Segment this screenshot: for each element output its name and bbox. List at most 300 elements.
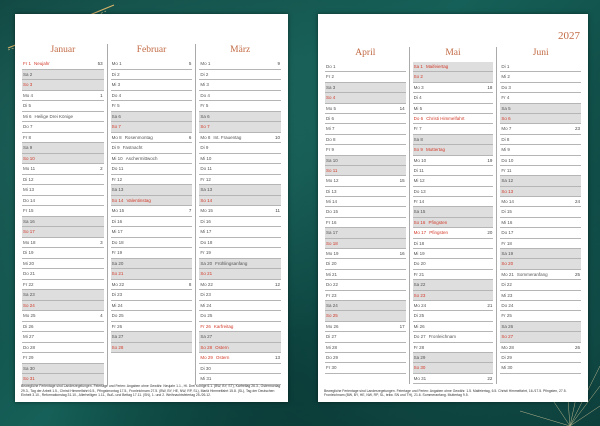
day-label: Sa 19	[501, 251, 514, 257]
day-row	[413, 156, 494, 166]
week-number: 20	[487, 230, 493, 236]
day-label: Mo 1	[111, 61, 122, 66]
day-label: Mi 30	[501, 365, 513, 371]
day-label: Mo 15	[111, 208, 125, 213]
day-note: Valentinstag	[126, 197, 151, 203]
day-row	[500, 228, 581, 238]
day-label: Mo 15	[200, 208, 213, 213]
day-row	[413, 239, 494, 249]
day-label: Do 17	[501, 230, 514, 236]
day-label: Fr 2	[326, 74, 335, 80]
day-label: Fr 4	[501, 95, 510, 101]
week-number: 14	[399, 105, 405, 111]
day-row	[413, 166, 494, 176]
day-label: Sa 15	[413, 209, 426, 215]
day-row	[325, 83, 406, 93]
day-row	[325, 166, 406, 176]
day-row	[199, 185, 281, 196]
day-row	[413, 280, 494, 290]
day-row	[22, 269, 104, 280]
day-label: Sa 6	[111, 113, 121, 119]
day-label: Di 26	[23, 323, 34, 329]
day-label: Di 9	[200, 145, 209, 150]
day-row	[22, 196, 104, 207]
day-row	[325, 93, 406, 103]
day-label: So 14	[111, 197, 124, 203]
day-label: Di 18	[413, 240, 425, 246]
day-row	[199, 259, 281, 270]
day-row	[199, 175, 281, 186]
day-label: Mi 3	[111, 82, 121, 87]
day-row	[500, 218, 581, 228]
day-label: Fr 22	[23, 281, 34, 287]
day-label: Mo 29	[200, 355, 213, 360]
day-row	[500, 114, 581, 124]
day-row	[111, 112, 193, 123]
day-row	[325, 259, 406, 269]
week-number: 22	[487, 375, 493, 381]
day-label: Mi 24	[111, 302, 123, 308]
year-label: 2027	[558, 30, 580, 42]
day-label: So 3	[23, 82, 33, 87]
day-label: Di 27	[326, 334, 337, 340]
day-row	[22, 227, 104, 238]
day-note: Fronleichnam	[428, 334, 456, 340]
day-label: Sa 20	[111, 260, 124, 266]
day-label: Do 7	[23, 124, 33, 129]
day-row	[22, 343, 104, 354]
day-label: Di 13	[326, 188, 337, 194]
day-note: Int. Frauentag	[213, 134, 242, 140]
day-row	[413, 104, 494, 114]
day-row	[111, 301, 193, 312]
day-row	[500, 249, 581, 259]
day-row	[22, 332, 104, 343]
day-label: So 25	[326, 313, 338, 319]
day-row	[500, 353, 581, 363]
day-row	[111, 196, 193, 207]
day-label: Fr 9	[326, 147, 335, 153]
day-row	[500, 291, 581, 301]
day-row	[500, 83, 581, 93]
day-label: Di 1	[501, 64, 510, 69]
day-row	[413, 228, 494, 238]
day-label: Do 25	[200, 313, 213, 318]
day-label: Fr 28	[413, 344, 425, 350]
day-row	[500, 301, 581, 311]
week-number: 21	[487, 302, 493, 308]
day-row	[500, 343, 581, 353]
day-label: Sa 9	[23, 145, 33, 150]
day-row	[111, 101, 193, 112]
day-label: Sa 29	[413, 354, 426, 360]
month-name: Mai	[445, 48, 461, 58]
day-row	[500, 332, 581, 342]
day-row	[111, 143, 193, 154]
left-calendar-page	[15, 14, 288, 402]
day-label: Mi 20	[23, 260, 35, 266]
week-number: 25	[575, 271, 581, 277]
day-label: Fr 26	[111, 323, 123, 329]
day-row	[22, 185, 104, 196]
day-row	[325, 343, 406, 353]
month-column	[322, 47, 409, 384]
week-number: 1	[100, 92, 103, 98]
day-label: Fr 5	[111, 103, 120, 108]
week-number: 26	[575, 344, 581, 350]
day-label: So 2	[413, 74, 423, 80]
month-name: Februar	[136, 45, 167, 55]
day-row	[199, 143, 281, 154]
day-label: Di 2	[111, 71, 120, 77]
week-number: 4	[100, 313, 103, 318]
day-row	[325, 124, 406, 134]
day-row	[22, 238, 104, 249]
day-label: Di 23	[111, 292, 123, 297]
day-label: Do 8	[326, 136, 336, 142]
month-column	[496, 47, 584, 384]
day-label: Di 19	[23, 250, 34, 255]
month-column	[409, 47, 497, 384]
day-row	[500, 239, 581, 249]
right-footer-notes: Bewegliche Ferientage sind Landesregelungen. Feiertage und Ferien: Angaben ohne Gewähr. 1.5. Maifeiertag, 6.5. Christi Himmelfahrt, 16./17.5. Pfingsten, 27.5. Fronleichnam (BW, BY, HE, NW, RP, SL, teilw. SN und TH), 21.6. Sommeranfang. Muttertag 9.5.	[324, 388, 567, 398]
day-row	[111, 290, 193, 301]
day-row	[413, 343, 494, 353]
day-label: Mi 24	[200, 302, 212, 308]
day-label: Fr 16	[326, 219, 337, 225]
week-number: 8	[188, 281, 192, 287]
day-note: Pfingsten	[428, 219, 448, 225]
day-row	[111, 269, 193, 280]
day-row	[325, 145, 406, 155]
day-label: So 30	[413, 365, 426, 371]
day-note: Ostern	[215, 344, 229, 350]
day-label: Sa 24	[326, 302, 338, 308]
day-row	[111, 259, 193, 270]
day-label: Mi 26	[413, 323, 425, 329]
week-number: 5	[188, 61, 192, 66]
day-row	[22, 112, 104, 123]
day-row	[413, 93, 494, 103]
day-row	[111, 206, 193, 217]
week-number: 10	[275, 134, 281, 140]
day-row	[413, 145, 494, 155]
day-label: Di 25	[413, 313, 425, 319]
day-row	[325, 114, 406, 124]
day-row	[500, 311, 581, 321]
day-label: Do 6	[413, 115, 424, 121]
day-label: Mi 17	[111, 229, 123, 234]
day-row	[22, 133, 104, 144]
day-label: Mi 16	[501, 219, 513, 225]
month-column	[195, 44, 284, 385]
day-row	[413, 374, 494, 384]
day-label: Do 15	[326, 209, 339, 215]
day-label: Do 3	[501, 84, 511, 90]
day-label: So 21	[111, 271, 124, 276]
day-row	[111, 70, 193, 81]
day-label: Do 24	[501, 302, 514, 308]
day-label: So 9	[413, 147, 423, 153]
day-row	[325, 104, 406, 114]
day-label: Mo 1	[200, 61, 211, 66]
day-label: Fr 19	[111, 250, 123, 255]
day-label: Fr 23	[326, 292, 337, 298]
day-note: Fastnacht	[122, 145, 143, 150]
month-column	[107, 44, 196, 385]
day-label: Fr 15	[23, 208, 34, 213]
day-label: Mo 31	[413, 375, 427, 381]
day-row	[22, 290, 104, 301]
day-label: Mo 18	[23, 239, 36, 245]
day-row	[500, 135, 581, 145]
day-label: So 10	[23, 155, 35, 161]
day-row	[413, 176, 494, 186]
day-row	[111, 280, 193, 291]
week-number: 13	[275, 355, 281, 360]
day-row	[22, 248, 104, 259]
day-label: Di 11	[413, 167, 424, 173]
day-row	[111, 164, 193, 175]
day-label: Do 4	[111, 92, 122, 98]
day-label: Do 18	[200, 239, 213, 245]
day-label: Mo 12	[326, 178, 339, 184]
day-label: So 16	[413, 219, 426, 225]
day-label: Fr 26	[200, 323, 211, 329]
day-label: Fr 25	[501, 313, 512, 319]
day-label: Mi 5	[413, 105, 423, 111]
day-note: Christi Himmelfahrt	[426, 115, 465, 121]
day-row	[199, 80, 281, 91]
day-row	[22, 322, 104, 333]
day-label: Mi 28	[326, 344, 338, 350]
day-row	[199, 374, 281, 385]
day-label: Fr 18	[501, 240, 512, 246]
day-row	[325, 239, 406, 249]
day-row	[413, 249, 494, 259]
day-row	[22, 353, 104, 364]
left-footer-notes: Bewegliche Ferientage sind Landesregelungen. Feiertage und Ferien: Angaben ohne Gewähr. Neujahr 1.1., Hl. Drei Könige 6.1. (BW, BY, ST), Karfreitag 26.3., Ostermontag 29.3., Tag der Arbeit 1.5., Christi Himmelfahrt 6.5., Pfingstmontag 17.5., Fronleichnam 27.5. (BW, BY, HE, NW, RP, SL), Mariä Himmelfahrt 15.8. (SL), Tag der Deutschen Einheit 3.10., Reformationstag 31.10., Allerheiligen 1.11., Buß- und Bettag 17.11. (SN), 1. und 2. Weihnachtsfeiertag 25./26.12.	[21, 384, 281, 398]
day-row	[111, 217, 193, 228]
day-label: Sa 1	[413, 64, 423, 69]
day-label: Mo 7	[501, 126, 512, 132]
day-label: Sa 22	[413, 282, 426, 288]
day-row	[111, 154, 193, 165]
day-row	[22, 143, 104, 154]
day-row	[500, 62, 581, 72]
day-row	[111, 322, 193, 333]
day-row	[413, 322, 494, 332]
day-row	[22, 70, 104, 81]
day-label: Mo 22	[111, 281, 125, 287]
day-label: Do 25	[111, 313, 124, 318]
day-label: Do 27	[413, 334, 426, 340]
day-row	[199, 133, 281, 144]
day-row	[500, 124, 581, 134]
day-row	[199, 343, 281, 354]
day-label: Mo 17	[413, 230, 427, 236]
day-row	[111, 343, 193, 354]
day-label: So 18	[326, 240, 338, 246]
day-label: Di 5	[23, 103, 32, 108]
day-label: So 28	[111, 344, 124, 350]
day-row	[500, 156, 581, 166]
day-row	[22, 91, 104, 102]
day-row	[325, 322, 406, 332]
day-row	[22, 259, 104, 270]
day-label: Sa 23	[23, 292, 35, 297]
day-label: Mi 27	[23, 334, 35, 339]
day-label: Do 1	[326, 64, 336, 69]
day-note: Sommeranfang	[516, 271, 548, 277]
day-label: Di 16	[111, 218, 123, 224]
day-label: Fr 14	[413, 199, 425, 205]
day-label: Di 6	[326, 115, 335, 121]
week-number: 6	[188, 134, 192, 140]
day-label: Do 11	[200, 166, 213, 171]
day-row	[500, 197, 581, 207]
day-row	[413, 72, 494, 82]
day-label: Sa 13	[111, 187, 124, 192]
day-row	[111, 80, 193, 91]
day-label: Fr 21	[413, 271, 425, 277]
day-row	[500, 322, 581, 332]
day-label: Sa 6	[200, 113, 210, 119]
day-label: Sa 30	[23, 365, 35, 371]
day-label: So 14	[200, 197, 213, 203]
day-note: Frühlingsanfang	[215, 260, 248, 266]
week-number: 15	[399, 178, 405, 184]
right-months	[322, 47, 584, 384]
day-note: Karfreitag	[213, 323, 234, 329]
day-row	[500, 363, 581, 373]
day-row	[199, 227, 281, 238]
day-row	[500, 176, 581, 186]
day-label: Fr 12	[111, 176, 123, 182]
day-row	[111, 175, 193, 186]
day-row	[199, 248, 281, 259]
day-row	[22, 164, 104, 175]
day-label: Mo 5	[326, 105, 337, 111]
day-note: Pfingsten	[429, 230, 448, 236]
day-row	[22, 311, 104, 322]
day-row	[500, 280, 581, 290]
month-name: Juni	[532, 48, 549, 58]
week-number: 18	[487, 84, 493, 90]
day-row	[199, 59, 281, 70]
day-label: Mo 3	[413, 84, 424, 90]
week-number: 17	[399, 323, 405, 329]
day-label: Mi 13	[23, 187, 35, 192]
week-number: 7	[188, 208, 192, 213]
day-row	[22, 80, 104, 91]
week-number: 2	[100, 166, 103, 171]
day-label: Sa 2	[23, 71, 33, 77]
day-row	[111, 227, 193, 238]
day-label: Sa 12	[501, 178, 514, 184]
day-row	[325, 72, 406, 82]
day-row	[22, 175, 104, 186]
day-label: Sa 8	[413, 136, 423, 142]
day-row	[325, 270, 406, 280]
day-row	[111, 185, 193, 196]
day-row	[199, 122, 281, 133]
day-label: So 24	[23, 302, 35, 308]
day-label: Di 4	[413, 95, 422, 101]
day-row	[325, 156, 406, 166]
day-row	[325, 218, 406, 228]
day-row	[111, 91, 193, 102]
day-label: Mi 3	[200, 82, 209, 87]
month-column	[19, 44, 107, 385]
day-label: So 21	[200, 271, 213, 276]
day-row	[22, 59, 104, 70]
day-row	[325, 280, 406, 290]
day-row	[325, 249, 406, 259]
day-label: Mo 11	[23, 166, 36, 171]
day-row	[22, 154, 104, 165]
day-row	[199, 101, 281, 112]
day-row	[413, 270, 494, 280]
day-label: So 11	[326, 167, 338, 173]
day-row	[111, 311, 193, 322]
day-label: So 13	[501, 188, 514, 194]
week-number: 19	[487, 157, 493, 163]
day-note: Rosenmontag	[124, 134, 153, 140]
day-row	[199, 112, 281, 123]
day-label: Di 8	[501, 136, 510, 142]
day-label: Sa 26	[501, 323, 514, 329]
week-number: 9	[277, 61, 281, 66]
day-label: Mo 19	[326, 251, 339, 257]
day-row	[413, 218, 494, 228]
day-row	[111, 122, 193, 133]
day-row	[325, 353, 406, 363]
left-months	[19, 44, 284, 385]
day-label: So 6	[501, 115, 511, 121]
day-row	[199, 70, 281, 81]
day-label: So 23	[413, 292, 426, 298]
week-number: 23	[575, 126, 581, 132]
day-label: Sa 13	[200, 187, 213, 192]
day-row	[500, 207, 581, 217]
day-label: So 31	[23, 376, 35, 381]
day-label: Di 20	[326, 261, 337, 267]
day-label: So 27	[501, 334, 514, 340]
day-row	[22, 206, 104, 217]
day-row	[413, 83, 494, 93]
day-row	[325, 197, 406, 207]
day-row	[325, 311, 406, 321]
day-row	[413, 311, 494, 321]
day-row	[413, 135, 494, 145]
day-row	[413, 363, 494, 373]
day-label: Mi 12	[413, 178, 425, 184]
day-row	[199, 332, 281, 343]
day-row	[500, 270, 581, 280]
day-note: Neujahr	[34, 61, 50, 66]
day-row	[199, 311, 281, 322]
day-label: So 7	[111, 124, 121, 129]
day-row	[325, 207, 406, 217]
day-row	[22, 101, 104, 112]
day-row	[413, 207, 494, 217]
day-row	[199, 269, 281, 280]
day-label: Do 29	[326, 354, 339, 360]
day-row	[22, 280, 104, 291]
day-label: Mi 23	[501, 292, 513, 298]
day-row	[325, 228, 406, 238]
